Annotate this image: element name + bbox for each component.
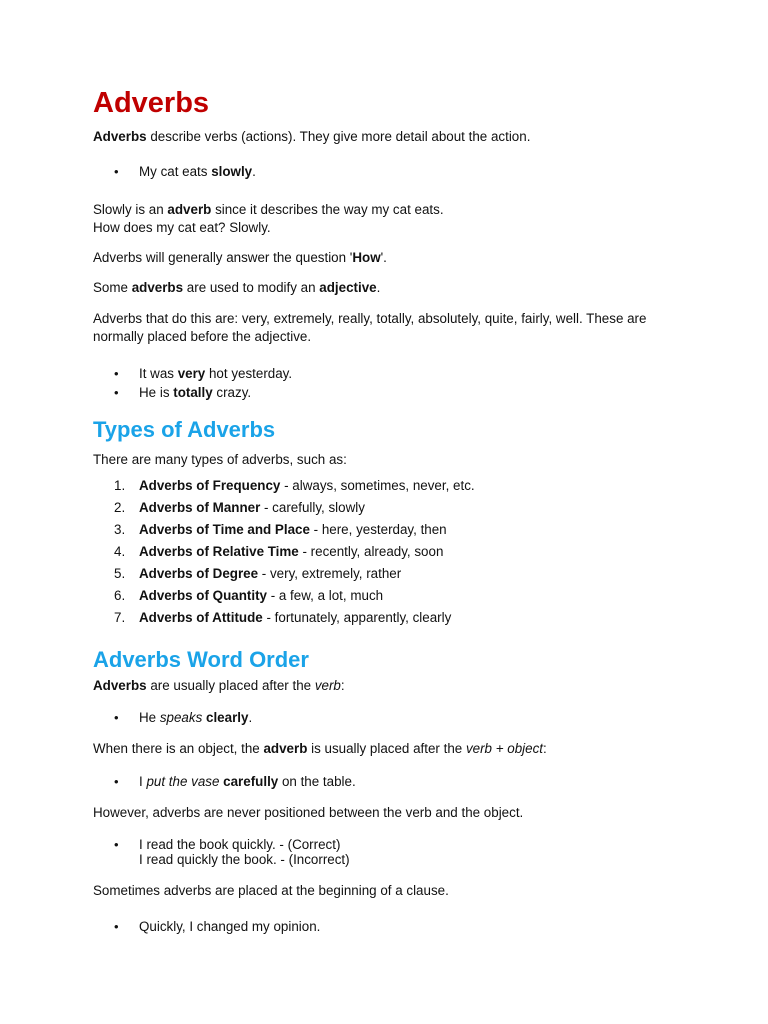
- example-speaks: He speaks clearly.: [139, 710, 253, 725]
- list-number: 3.: [114, 522, 126, 537]
- page-title: Adverbs: [93, 87, 210, 119]
- list-item: Adverbs of Relative Time - recently, already, soon: [139, 544, 444, 559]
- intro-paragraph: [93, 128, 530, 146]
- list-item: Adverbs of Attitude - fortunately, apparently, clearly: [139, 610, 452, 625]
- intro-text: describe verbs (actions). They give more detail about the action.: [146, 129, 531, 144]
- explain-line-1: Slowly is an adverb since it describes the way my cat eats.: [93, 202, 444, 217]
- example-slowly: My cat eats slowly.: [139, 164, 256, 179]
- object-rule: When there is an object, the adverb is usually placed after the verb + object:: [93, 741, 547, 756]
- intro-term: Adverbs: [93, 129, 147, 144]
- bullet-icon: [114, 709, 119, 727]
- list-item: Adverbs of Quantity - a few, a lot, much: [139, 588, 384, 603]
- how-paragraph: Adverbs will generally answer the question 'How'.: [93, 250, 387, 265]
- word-order-heading: Adverbs Word Order: [93, 647, 309, 672]
- example-very: It was very hot yesterday.: [139, 366, 293, 381]
- beginning-rule: Sometimes adverbs are placed at the beginning of a clause.: [93, 883, 449, 898]
- list-number: 5.: [114, 566, 126, 581]
- bullet-icon: [114, 773, 119, 791]
- list-number: 4.: [114, 544, 126, 559]
- never-rule: However, adverbs are never positioned between the verb and the object.: [93, 805, 524, 820]
- bullet-icon: [114, 918, 119, 936]
- list-item: Adverbs of Degree - very, extremely, rather: [139, 566, 402, 581]
- list-paragraph-line-1: Adverbs that do this are: very, extremely, really, totally, absolutely, quite, fairly, well. These are: [93, 311, 647, 326]
- list-number: 6.: [114, 588, 126, 603]
- explain-line-2: How does my cat eat? Slowly.: [93, 220, 271, 235]
- bullet-icon: [114, 836, 119, 854]
- list-number: 2.: [114, 500, 126, 515]
- types-heading: Types of Adverbs: [93, 417, 276, 442]
- list-paragraph-line-2: normally placed before the adjective.: [93, 329, 312, 344]
- word-order-intro: Adverbs are usually placed after the verb:: [93, 678, 345, 693]
- list-number: 7.: [114, 610, 126, 625]
- example-totally: He is totally crazy.: [139, 385, 252, 400]
- example-opinion: Quickly, I changed my opinion.: [139, 919, 321, 934]
- example-vase: I put the vase carefully on the table.: [139, 774, 356, 789]
- bullet-icon: [114, 365, 119, 383]
- list-item: Adverbs of Time and Place - here, yesterday, then: [139, 522, 447, 537]
- list-item: Adverbs of Frequency - always, sometimes, never, etc.: [139, 478, 475, 493]
- types-intro: There are many types of adverbs, such as:: [93, 452, 347, 467]
- bullet-icon: [114, 163, 119, 181]
- list-item: Adverbs of Manner - carefully, slowly: [139, 500, 365, 515]
- example-correct: I read the book quickly. - (Correct): [139, 837, 341, 852]
- modify-paragraph: Some adverbs are used to modify an adjective.: [93, 280, 381, 295]
- example-incorrect: I read quickly the book. - (Incorrect): [139, 852, 350, 867]
- list-number: 1.: [114, 478, 126, 493]
- bullet-icon: [114, 384, 119, 402]
